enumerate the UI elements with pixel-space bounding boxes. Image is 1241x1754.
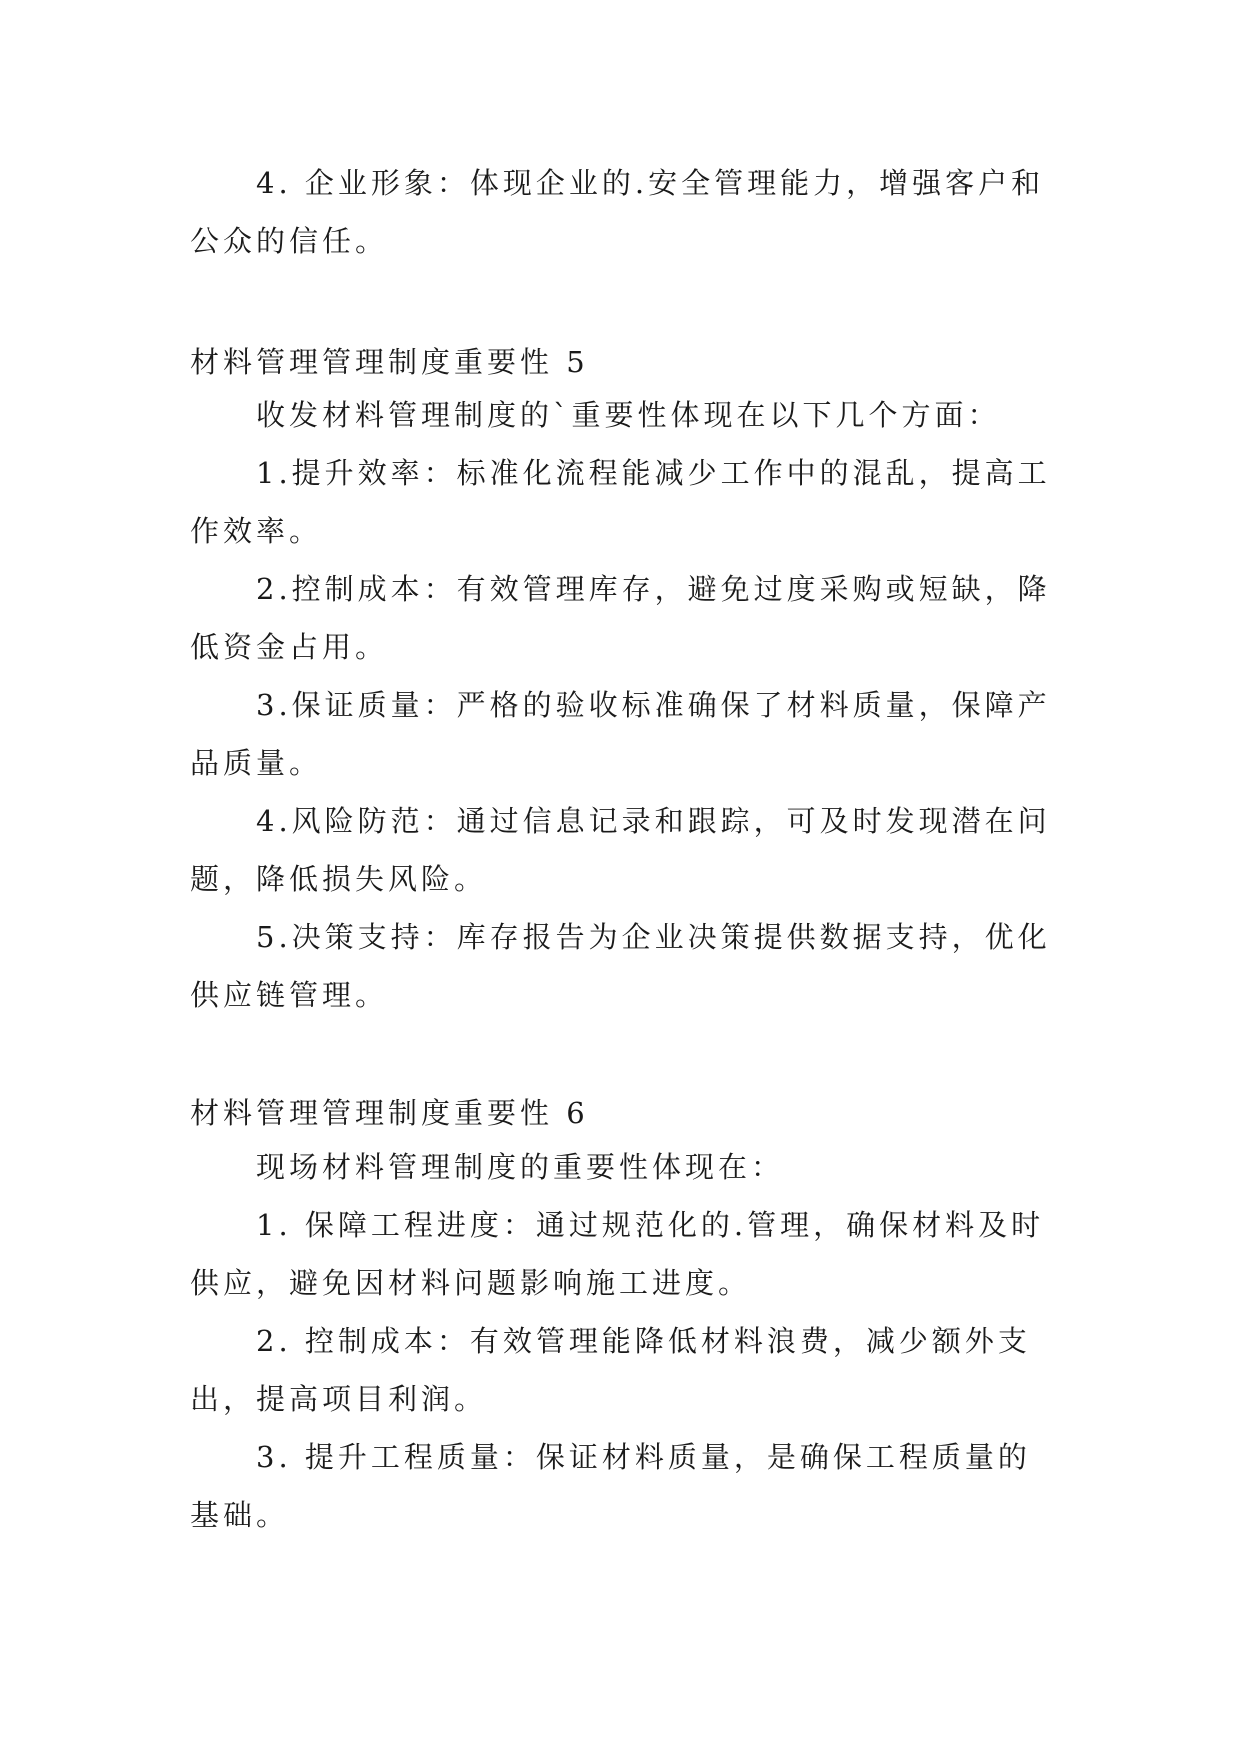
section-5-lead	[190, 386, 1052, 444]
paragraph-line: 5.决策支持：库存报告为企业决策提供数据支持，优化	[256, 920, 1051, 954]
paragraph-line: 出，提高项目利润。	[190, 1382, 488, 1416]
section-5-item-5	[190, 908, 1052, 1024]
paragraph-line: 1.提升效率：标准化流程能减少工作中的混乱，提高工	[256, 456, 1051, 490]
paragraph-line: 基础。	[190, 1498, 290, 1532]
paragraph-line: 收发材料管理制度的`重要性体现在以下几个方面：	[256, 398, 1001, 432]
section-5-heading: 材料管理管理制度重要性 5	[190, 345, 589, 379]
section-6-item-2	[190, 1312, 1052, 1428]
paragraph-line: 现场材料管理制度的重要性体现在：	[256, 1150, 785, 1184]
section-6-item-3	[190, 1428, 1052, 1544]
section-6-item-1	[190, 1196, 1052, 1312]
paragraph-line: 公众的信任。	[190, 224, 389, 258]
section-5-item-4	[190, 792, 1052, 908]
paragraph-line: 品质量。	[190, 746, 323, 780]
paragraph-line: 4.风险防范：通过信息记录和跟踪，可及时发现潜在问	[256, 804, 1051, 838]
paragraph-line: 2. 控制成本：有效管理能降低材料浪费，减少额外支	[256, 1324, 1031, 1358]
paragraph-line: 3. 提升工程质量：保证材料质量，是确保工程质量的	[256, 1440, 1031, 1474]
paragraph-line: 低资金占用。	[190, 630, 389, 664]
paragraph-line: 供应，避免因材料问题影响施工进度。	[190, 1266, 752, 1300]
section-5-item-3	[190, 676, 1052, 792]
section-5-item-2	[190, 560, 1052, 676]
paragraph-line: 题，降低损失风险。	[190, 862, 488, 896]
paragraph-line: 3.保证质量：严格的验收标准确保了材料质量，保障产	[256, 688, 1051, 722]
paragraph-line: 供应链管理。	[190, 978, 389, 1012]
paragraph-line: 2.控制成本：有效管理库存，避免过度采购或短缺，降	[256, 572, 1051, 606]
section-6-heading: 材料管理管理制度重要性 6	[190, 1096, 589, 1130]
section-5-item-1	[190, 444, 1052, 560]
section-6-lead	[190, 1138, 1052, 1196]
intro-item-4	[190, 154, 1052, 270]
paragraph-line: 1. 保障工程进度：通过规范化的.管理，确保材料及时	[256, 1208, 1045, 1242]
paragraph-line: 作效率。	[190, 514, 323, 548]
paragraph-line: 4. 企业形象：体现企业的.安全管理能力，增强客户和	[256, 166, 1045, 200]
